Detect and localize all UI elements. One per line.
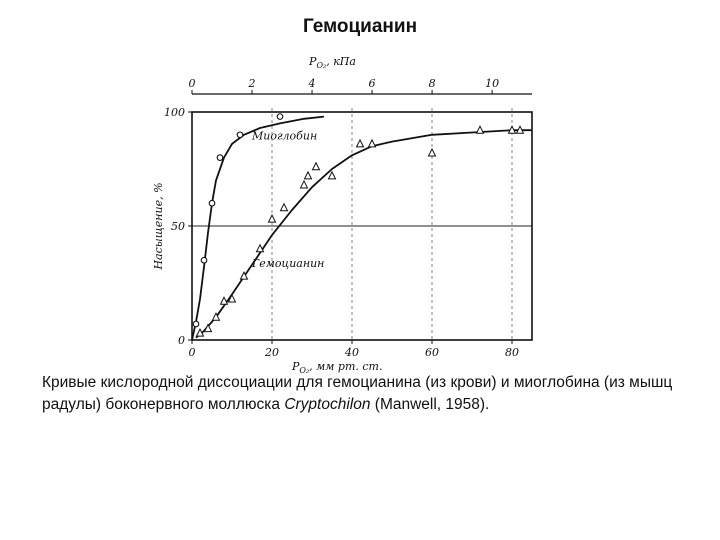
x-tick-label: 60	[425, 346, 439, 359]
chart-grid	[192, 108, 532, 340]
x-tick-label: 80	[505, 346, 519, 359]
x-tick-label: 20	[265, 346, 279, 359]
y-tick-label: 0	[178, 334, 185, 347]
chart-markers	[193, 114, 523, 336]
hemocyanin-point	[369, 140, 376, 147]
myoglobin-point	[217, 155, 223, 161]
series-label-myoglobin: Миоглобин	[252, 129, 318, 143]
chart-curves	[192, 117, 532, 340]
x-tick-label: 40	[345, 346, 359, 359]
top-tick-label: 8	[428, 77, 436, 90]
hemocyanin-point	[269, 215, 276, 222]
hemocyanin-point	[305, 172, 312, 179]
top-axis-label-unit: , кПа	[326, 55, 356, 68]
top-axis-label-sub: O₂	[316, 61, 327, 70]
hemocyanin-point	[281, 204, 288, 211]
myoglobin-point	[237, 132, 243, 138]
caption-tail: (Manwell, 1958).	[370, 396, 490, 413]
series-label-hemocyanin: Гемоцианин	[252, 257, 325, 271]
hemocyanin-point	[313, 163, 320, 170]
myoglobin-point	[193, 321, 199, 327]
top-axis-label: $P_{O_2}$, кПа	[309, 55, 356, 70]
top-tick-label: 4	[308, 77, 316, 90]
figure-caption	[42, 372, 692, 416]
slide-title: Гемоцианин	[302, 16, 418, 37]
hemocyanin-point	[329, 172, 336, 179]
hemocyanin-point	[477, 126, 484, 133]
hemocyanin-point	[357, 140, 364, 147]
x-tick-label: 0	[188, 346, 196, 359]
myoglobin-point	[277, 114, 283, 120]
curve-hemocyanin	[196, 130, 532, 338]
myoglobin-point	[209, 200, 215, 206]
hemocyanin-point	[301, 181, 308, 188]
caption-main: Кривые кислородной диссоциации для гемоцианина (из крови) и миоглобина (из мышц радулы) боконервного моллюска	[42, 374, 673, 413]
y-axis-label: Насыщение, %	[152, 182, 165, 270]
top-tick-label: 2	[248, 77, 256, 90]
curve-myoglobin	[192, 117, 324, 340]
hemocyanin-point	[429, 149, 436, 156]
myoglobin-point	[201, 257, 207, 263]
x-axis-label-unit: , мм рт. ст.	[309, 360, 383, 373]
caption-species: Cryptochilon	[284, 396, 371, 413]
x-axis-label-sub: O₂	[299, 366, 310, 375]
top-tick-label: 10	[485, 77, 500, 90]
x-axis-label: $P_{O_2}$, мм рт. ст.	[292, 360, 383, 375]
y-tick-label: 50	[171, 220, 185, 233]
oxygen-dissociation-chart	[140, 50, 550, 375]
hemocyanin-point	[221, 297, 228, 304]
top-tick-label: 6	[368, 77, 376, 90]
top-tick-label: 0	[188, 77, 196, 90]
y-tick-label: 100	[164, 106, 185, 119]
